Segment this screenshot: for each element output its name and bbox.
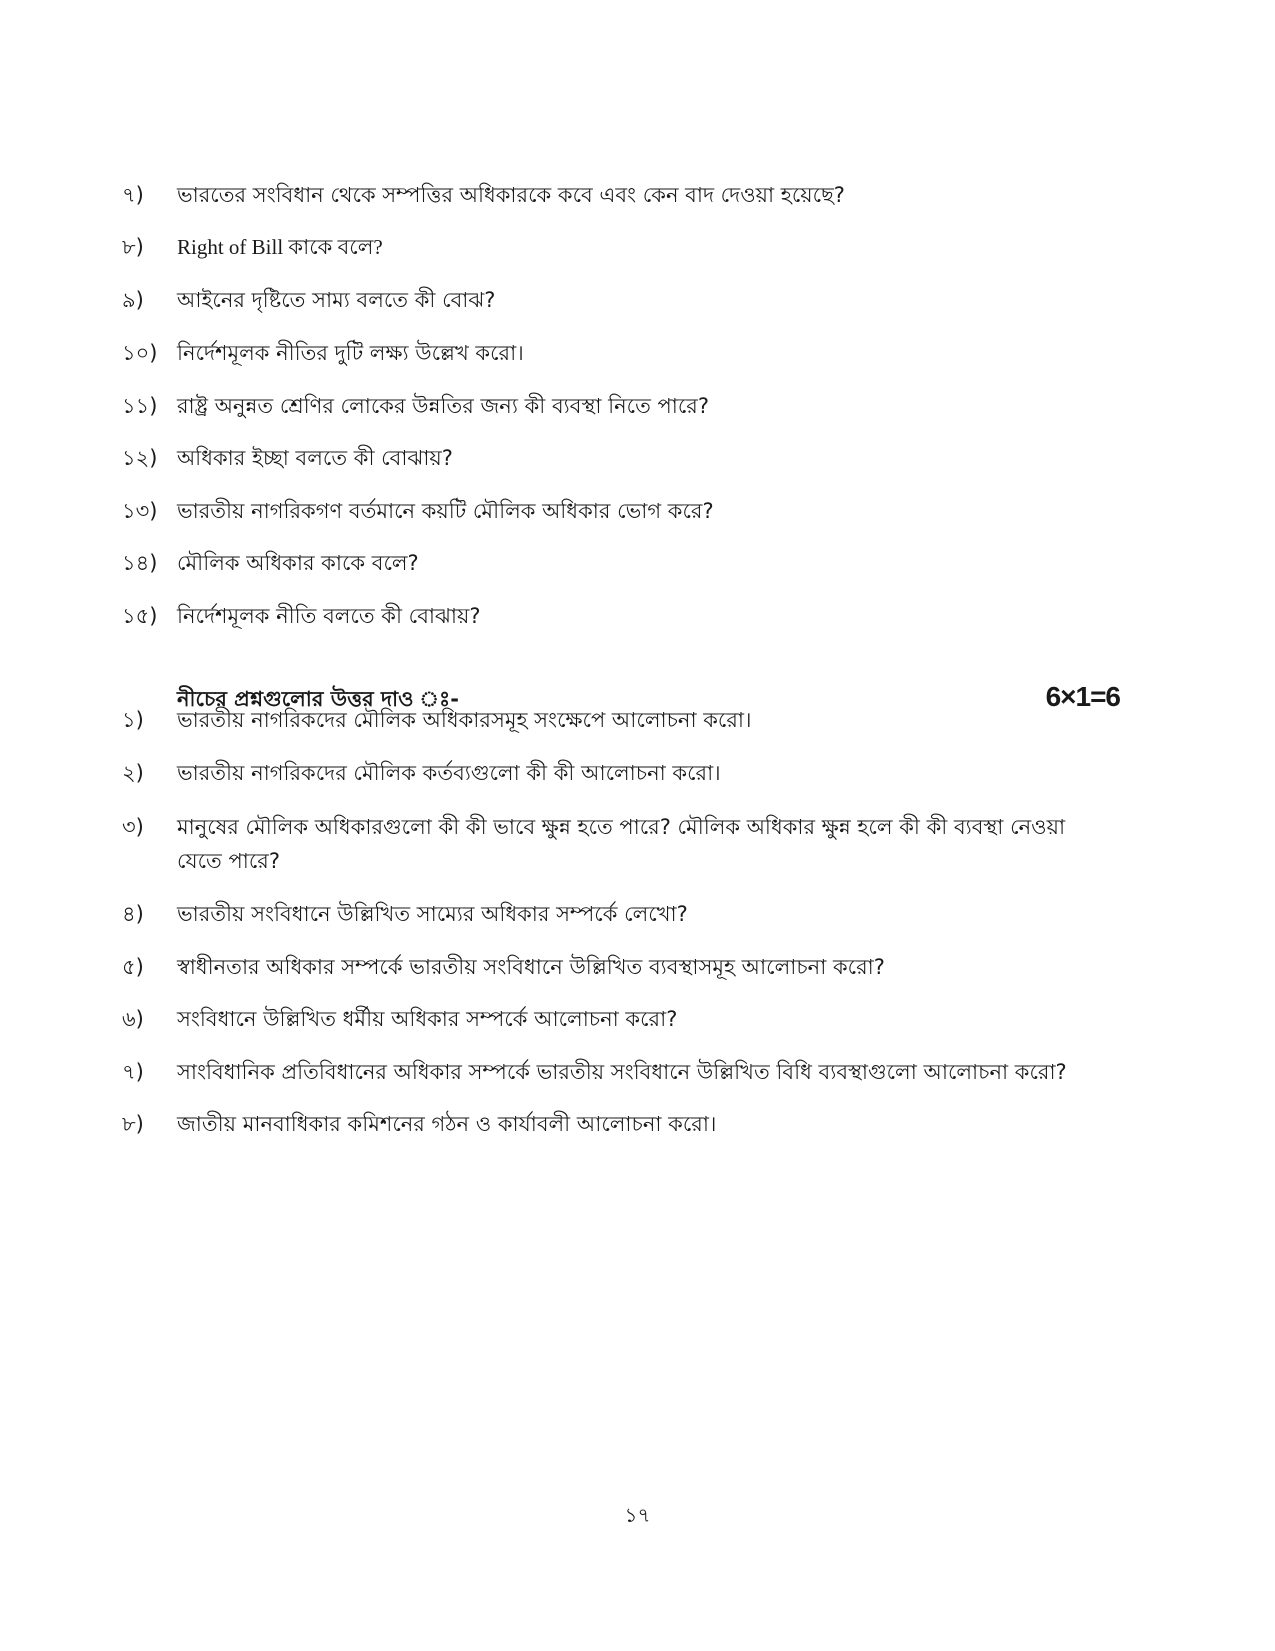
section-heading: নীচের প্রশ্নগুলোর উত্তর দাও ঃ- [177,687,459,711]
question-number: ৭) [122,1060,144,1084]
question-text: ভারতের সংবিধান থেকে সম্পত্তির অধিকারকে কবে এবং কেন বাদ দেওয়া হয়েছে? [177,183,845,207]
question-number: ১৩) [122,499,158,523]
question-text: সংবিধানে উল্লিখিত ধর্মীয় অধিকার সম্পর্কে আলোচনা করো? [177,1007,678,1031]
question-text: জাতীয় মানবাধিকার কমিশনের গঠন ও কার্যাবলী আলোচনা করো। [177,1112,717,1136]
page-number: ১৭ [624,1503,651,1527]
question-text: ভারতীয় নাগরিকদের মৌলিক কর্তব্যগুলো কী কী আলোচনা করো। [177,761,721,785]
question-text: ভারতীয় নাগরিকগণ বর্তমানে কয়টি মৌলিক অধিকার ভোগ করে? [177,499,714,523]
marks-label: 6×1=6 [1045,681,1120,712]
question-number: ৪) [122,902,144,926]
question-number: ৮) [122,235,144,259]
question-number: ৮) [122,1112,144,1136]
question-text: Right of Bill কাকে বলে? [177,235,383,259]
question-text: নির্দেশমূলক নীতির দুটি লক্ষ্য উল্লেখ করো। [177,341,524,365]
question-number: ১৪) [122,551,158,575]
question-text: মৌলিক অধিকার কাকে বলে? [177,551,419,575]
question-text: স্বাধীনতার অধিকার সম্পর্কে ভারতীয় সংবিধানে উল্লিখিত ব্যবস্থাসমূহ আলোচনা করো? [177,955,885,979]
question-number: ৫) [122,955,144,979]
question-number: ১২) [122,446,158,470]
question-text: রাষ্ট্র অনুন্নত শ্রেণির লোকের উন্নতির জন্য কী ব্যবস্থা নিতে পারে? [177,394,709,418]
question-text: নির্দেশমূলক নীতি বলতে কী বোঝায়? [177,604,481,628]
question-text: মানুষের মৌলিক অধিকারগুলো কী কী ভাবে ক্ষুন্ন হতে পারে? মৌলিক অধিকার ক্ষুন্ন হলে কী কী ব্যবস্থা নেওয়া যেতে পারে? [177,815,1066,873]
question-number: ৬) [122,1007,144,1031]
question-number: ২) [122,761,144,785]
question-number: ৭) [122,183,144,207]
question-text: আইনের দৃষ্টিতে সাম্য বলতে কী বোঝ? [177,288,496,312]
question-number: ১) [122,708,144,732]
question-text: ভারতীয় সংবিধানে উল্লিখিত সাম্যের অধিকার সম্পর্কে লেখো? [177,902,688,926]
question-number: ৩) [122,815,144,839]
question-number: ১০) [122,341,158,365]
question-number: ১১) [122,394,158,418]
question-text: অধিকার ইচ্ছা বলতে কী বোঝায়? [177,446,453,470]
question-text: ভারতীয় নাগরিকদের মৌলিক অধিকারসমূহ সংক্ষেপে আলোচনা করো। [177,708,752,732]
question-number: ১৫) [122,604,158,628]
question-text: সাংবিধানিক প্রতিবিধানের অধিকার সম্পর্কে ভারতীয় সংবিধানে উল্লিখিত বিধি ব্যবস্থাগুলো আলোচনা করো? [177,1060,1067,1084]
question-number: ৯) [122,288,144,312]
